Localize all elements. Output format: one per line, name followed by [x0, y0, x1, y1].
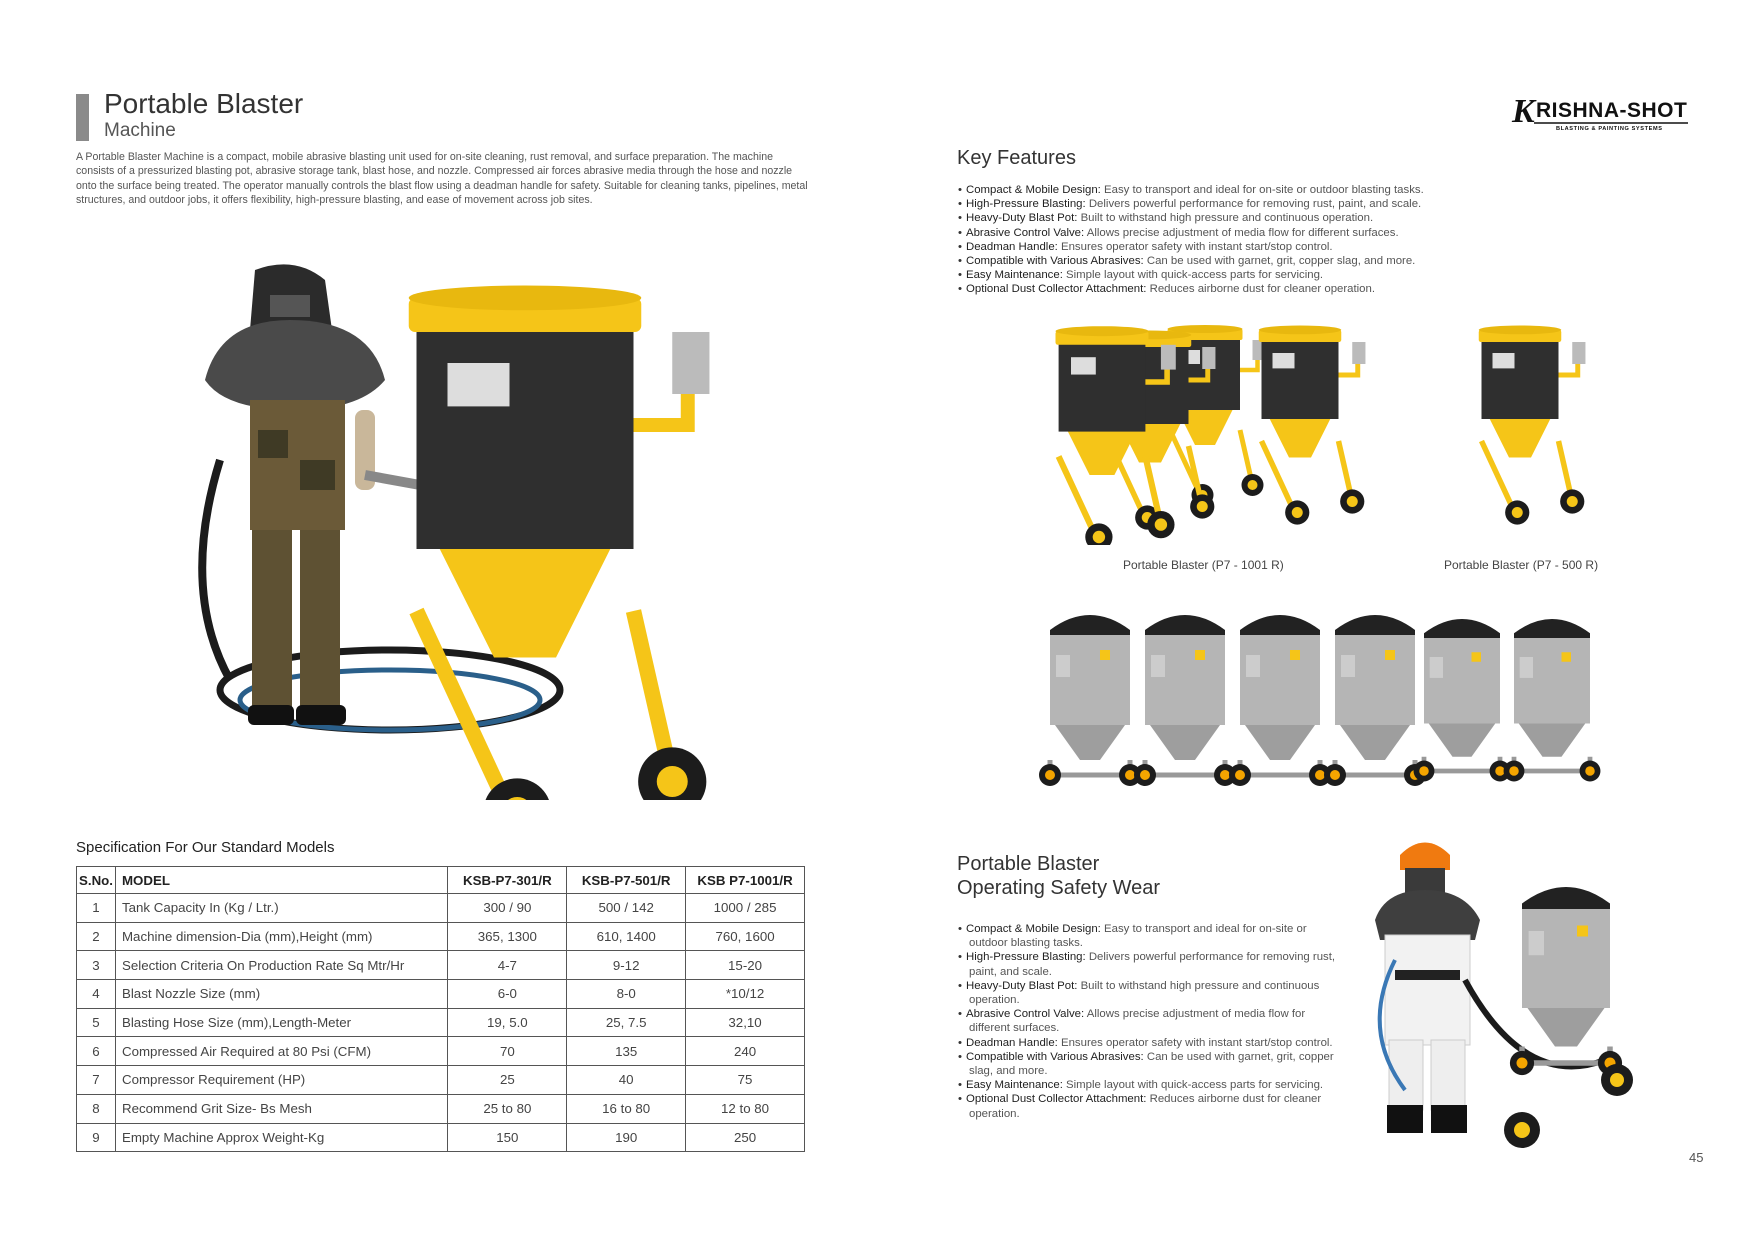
col-header-501: KSB-P7-501/R	[567, 867, 686, 894]
list-item: • Deadman Handle: Ensures operator safety with instant start/stop control.	[958, 1036, 1338, 1050]
table-header-row	[77, 867, 805, 894]
list-item: • High-Pressure Blasting: Delivers powerful performance for removing rust, paint, and scale.	[958, 197, 1518, 211]
table-row: 5 Blasting Hose Size (mm),Length-Meter 19, 5.0 25, 7.5 32,10	[77, 1008, 805, 1037]
safety-wear-title	[957, 852, 1160, 900]
list-item: • Abrasive Control Valve: Allows precise adjustment of media flow for different surfaces.	[958, 1007, 1338, 1035]
page-subtitle: Machine	[104, 120, 176, 141]
table-row: 3 Selection Criteria On Production Rate Sq Mtr/Hr 4-7 9-12 15-20	[77, 951, 805, 980]
logo-tagline: BLASTING & PAINTING SYSTEMS	[1556, 126, 1663, 132]
list-item: • Abrasive Control Valve: Allows precise adjustment of media flow for different surfaces.	[958, 226, 1518, 240]
logo-text: RISHNA-SHOT	[1536, 99, 1688, 122]
p7-1001-group-illustration	[1035, 320, 1395, 545]
grey-blasters-row-illustration	[1030, 595, 1620, 805]
page-number: 45	[1689, 1150, 1704, 1165]
page-title: Portable Blaster	[104, 88, 304, 119]
col-header-1001: KSB P7-1001/R	[686, 867, 805, 894]
intro-paragraph: A Portable Blaster Machine is a compact, mobile abrasive blasting unit used for on-site cleaning, rust removal, and surface preparation. The machine consists of a pressurized blasting pot, abrasive storage tank, blast hose, and nozzle. Compressed air forces abrasive media through the hose and nozzle onto the surface being treated. The operator manually controls the blast flow using a deadman handle for safety. Suitable for cleaning tanks, pipelines, metal structures, and outdoor jobs, it offers flexibility, high-pressure blasting, and ease of movement across job sites.	[76, 151, 808, 206]
list-item: • Optional Dust Collector Attachment: Reduces airborne dust for cleaner operation.	[958, 1092, 1338, 1120]
caption-p7-500: Portable Blaster (P7 - 500 R)	[1444, 558, 1599, 572]
spec-table	[76, 866, 805, 1152]
list-item: • Deadman Handle: Ensures operator safety with instant start/stop control.	[958, 240, 1518, 254]
list-item: • Optional Dust Collector Attachment: Reduces airborne dust for cleaner operation.	[958, 282, 1518, 296]
table-row: 9 Empty Machine Approx Weight-Kg 150 190 250	[77, 1123, 805, 1152]
list-item: • Heavy-Duty Blast Pot: Built to withstand high pressure and continuous operation.	[958, 979, 1338, 1007]
safety-wear-title-line2: Operating Safety Wear	[957, 877, 1161, 899]
col-header-301: KSB-P7-301/R	[448, 867, 567, 894]
table-row: 8 Recommend Grit Size- Bs Mesh 25 to 80 16 to 80 12 to 80	[77, 1094, 805, 1123]
col-header-model: MODEL	[115, 867, 447, 894]
table-row: 6 Compressed Air Required at 80 Psi (CFM) 70 135 240	[77, 1037, 805, 1066]
list-item: • Compatible with Various Abrasives: Can be used with garnet, grit, copper slag, and more.	[958, 254, 1518, 268]
p7-500-illustration	[1465, 320, 1595, 545]
list-item: • High-Pressure Blasting: Delivers powerful performance for removing rust, paint, and scale.	[958, 950, 1338, 978]
hero-blaster-illustration	[160, 260, 720, 800]
list-item: • Heavy-Duty Blast Pot: Built to withstand high pressure and continuous operation.	[958, 211, 1518, 225]
safety-wear-title-line1: Portable Blaster	[957, 853, 1100, 875]
table-row: 7 Compressor Requirement (HP) 25 40 75	[77, 1066, 805, 1095]
col-header-sno: S.No.	[77, 867, 116, 894]
key-features-title: Key Features	[957, 147, 1076, 169]
safety-wear-list	[958, 922, 1338, 1121]
key-features-list	[958, 183, 1518, 297]
list-item: • Easy Maintenance: Simple layout with quick-access parts for servicing.	[958, 1078, 1338, 1092]
list-item: • Easy Maintenance: Simple layout with quick-access parts for servicing.	[958, 268, 1518, 282]
caption-p7-1001: Portable Blaster (P7 - 1001 R)	[1123, 558, 1284, 572]
table-row: 4 Blast Nozzle Size (mm) 6-0 8-0 *10/12	[77, 980, 805, 1009]
safety-wear-illustration	[1365, 830, 1655, 1150]
list-item: • Compatible with Various Abrasives: Can be used with garnet, grit, copper slag, and more.	[958, 1050, 1338, 1078]
table-row: 1 Tank Capacity In (Kg / Ltr.) 300 / 90 500 / 142 1000 / 285	[77, 894, 805, 923]
spec-table-title: Specification For Our Standard Models	[76, 839, 335, 856]
table-row: 2 Machine dimension-Dia (mm),Height (mm) 365, 1300 610, 1400 760, 1600	[77, 922, 805, 951]
krishna-shot-logo	[1510, 92, 1690, 140]
logo-k-glyph: K	[1512, 93, 1535, 130]
title-accent-bar	[76, 94, 89, 141]
list-item: • Compact & Mobile Design: Easy to transport and ideal for on-site or outdoor blasting tasks.	[958, 183, 1518, 197]
list-item: • Compact & Mobile Design: Easy to transport and ideal for on-site or outdoor blasting tasks.	[958, 922, 1338, 950]
